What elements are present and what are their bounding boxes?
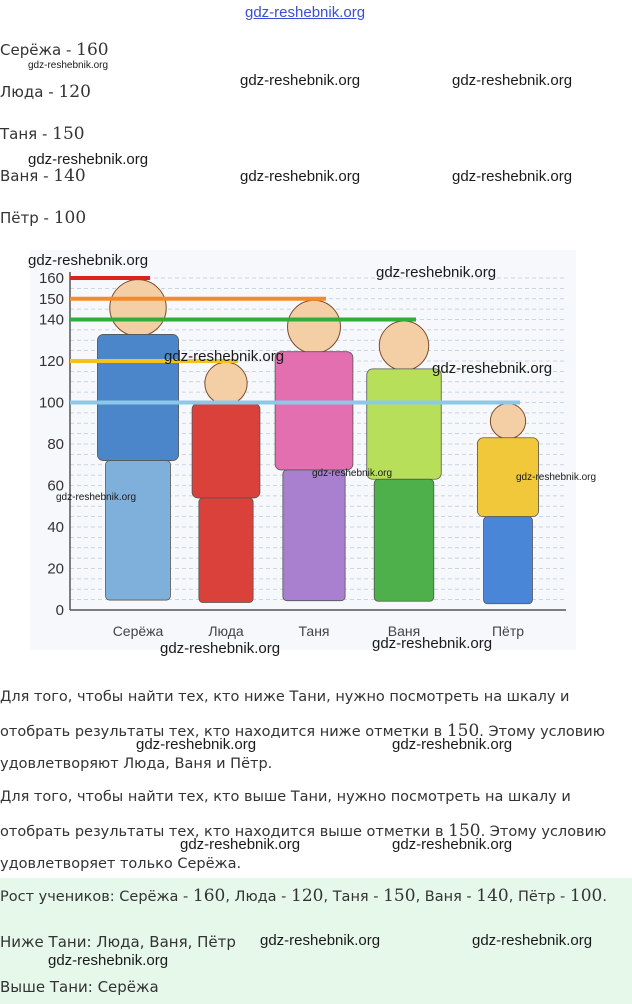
- child-legs: [106, 461, 171, 600]
- watermark: gdz-reshebnik.org: [136, 736, 257, 753]
- child-head: [205, 362, 247, 404]
- watermark: gdz-reshebnik.org: [180, 836, 301, 853]
- height-item-lyuda: [0, 82, 91, 102]
- watermark: gdz-reshebnik.org: [452, 72, 573, 89]
- sep: -: [43, 83, 59, 101]
- paragraph-2-line-1: Для того, чтобы найти тех, кто выше Тани, нужно посмотреть на шкалу и: [0, 789, 571, 805]
- value: 150: [52, 124, 85, 144]
- child-legs: [283, 470, 345, 601]
- child-torso: [192, 403, 260, 498]
- value: 160: [192, 886, 226, 906]
- child-legs: [484, 517, 533, 604]
- height-item-serezha: [0, 40, 109, 60]
- value: 100: [569, 886, 603, 906]
- category-label: Серёжа: [112, 623, 164, 639]
- paragraph-1-line-2: [0, 721, 605, 741]
- y-tick-label: 60: [47, 477, 64, 495]
- text: отобрать результаты тех, кто находится ниже отметки в: [0, 724, 447, 740]
- y-tick-label: 100: [38, 394, 64, 412]
- name: Таня: [0, 125, 38, 143]
- sep: -: [38, 209, 54, 227]
- watermark: gdz-reshebnik.org: [240, 168, 361, 185]
- answer-heights: [0, 886, 607, 906]
- y-tick-label: 20: [47, 560, 64, 578]
- watermark: gdz-reshebnik.org: [452, 168, 573, 185]
- y-tick-label: 160: [38, 270, 64, 287]
- category-label: Таня: [298, 623, 330, 639]
- value: 160: [76, 40, 109, 60]
- watermark: gdz-reshebnik.org: [260, 932, 381, 949]
- value: 120: [291, 886, 324, 906]
- label: Рост учеников:: [0, 889, 120, 905]
- watermark: gdz-reshebnik.org: [392, 836, 513, 853]
- category-label: Ваня: [387, 623, 421, 639]
- child-head: [490, 404, 525, 439]
- y-tick-label: 80: [47, 436, 64, 453]
- y-tick-label: 140: [38, 311, 64, 329]
- child-torso: [367, 369, 441, 479]
- name: Серёжа -: [119, 889, 193, 905]
- watermark: gdz-reshebnik.org: [56, 492, 137, 503]
- name: , Таня -: [323, 889, 384, 905]
- watermark: gdz-reshebnik.org: [472, 932, 593, 949]
- name: , Люда -: [225, 889, 292, 905]
- text: отобрать результаты тех, кто находится выше отметки в: [0, 824, 449, 840]
- name: , Пётр -: [508, 889, 570, 905]
- sep: -: [37, 125, 53, 143]
- answer-lower: Ниже Тани: Люда, Ваня, Пётр: [0, 933, 236, 951]
- watermark: gdz-reshebnik.org: [164, 348, 285, 365]
- y-tick-label: 0: [55, 602, 64, 619]
- value: 140: [476, 886, 509, 906]
- height-item-tanya: [0, 124, 85, 144]
- watermark: gdz-reshebnik.org: [516, 472, 597, 483]
- value: 100: [53, 208, 87, 228]
- child-head: [379, 321, 428, 370]
- child-head: [288, 300, 341, 353]
- category-label: Люда: [208, 623, 244, 639]
- y-tick-label: 150: [38, 290, 64, 308]
- paragraph-1-line-3: удовлетворяют Люда, Ваня и Пётр.: [0, 756, 273, 772]
- name: , Ваня -: [415, 889, 477, 905]
- value: 150: [383, 886, 416, 906]
- sep: -: [61, 41, 77, 59]
- paragraph-2-line-2: [0, 821, 606, 841]
- text: . Этому условию: [479, 724, 605, 740]
- sep: -: [38, 167, 54, 185]
- name: Ваня: [0, 167, 39, 185]
- watermark: gdz-reshebnik.org: [432, 360, 553, 377]
- height-chart: [30, 250, 576, 650]
- name: Люда: [0, 83, 44, 101]
- watermark: gdz-reshebnik.org: [48, 952, 169, 969]
- paragraph-1-line-1: Для того, чтобы найти тех, кто ниже Тани, нужно посмотреть на шкалу и: [0, 689, 570, 705]
- watermark: gdz-reshebnik.org: [372, 635, 493, 652]
- name: Пётр: [0, 209, 39, 227]
- value: 120: [58, 82, 91, 102]
- paragraph-2-line-3: удовлетворяет только Серёжа.: [0, 856, 242, 872]
- watermark: gdz-reshebnik.org: [240, 72, 361, 89]
- y-tick-label: 40: [47, 519, 64, 536]
- value: 150: [446, 721, 480, 741]
- text: . Этому условию: [480, 824, 607, 840]
- name: Серёжа: [0, 41, 62, 59]
- watermark-top-link[interactable]: gdz-reshebnik.org: [245, 4, 366, 21]
- end: .: [602, 889, 607, 905]
- y-tick-label: 120: [38, 353, 64, 370]
- child-torso: [275, 352, 353, 470]
- watermark: gdz-reshebnik.org: [160, 640, 281, 657]
- value: 150: [448, 821, 481, 841]
- watermark: gdz-reshebnik.org: [392, 736, 513, 753]
- child-legs: [374, 479, 434, 601]
- watermark: gdz-reshebnik.org: [312, 468, 393, 479]
- height-item-vanya: [0, 166, 86, 186]
- watermark: gdz-reshebnik.org: [28, 252, 149, 269]
- category-label: Пётр: [491, 623, 525, 639]
- child-head: [110, 280, 166, 336]
- watermark: gdz-reshebnik.org: [376, 264, 497, 281]
- watermark: gdz-reshebnik.org: [28, 60, 109, 71]
- child-legs: [199, 498, 253, 603]
- watermark: gdz-reshebnik.org: [28, 151, 149, 168]
- height-chart-svg: [30, 250, 576, 650]
- height-item-petr: [0, 208, 86, 228]
- answer-higher: Выше Тани: Серёжа: [0, 978, 159, 996]
- value: 140: [53, 166, 86, 186]
